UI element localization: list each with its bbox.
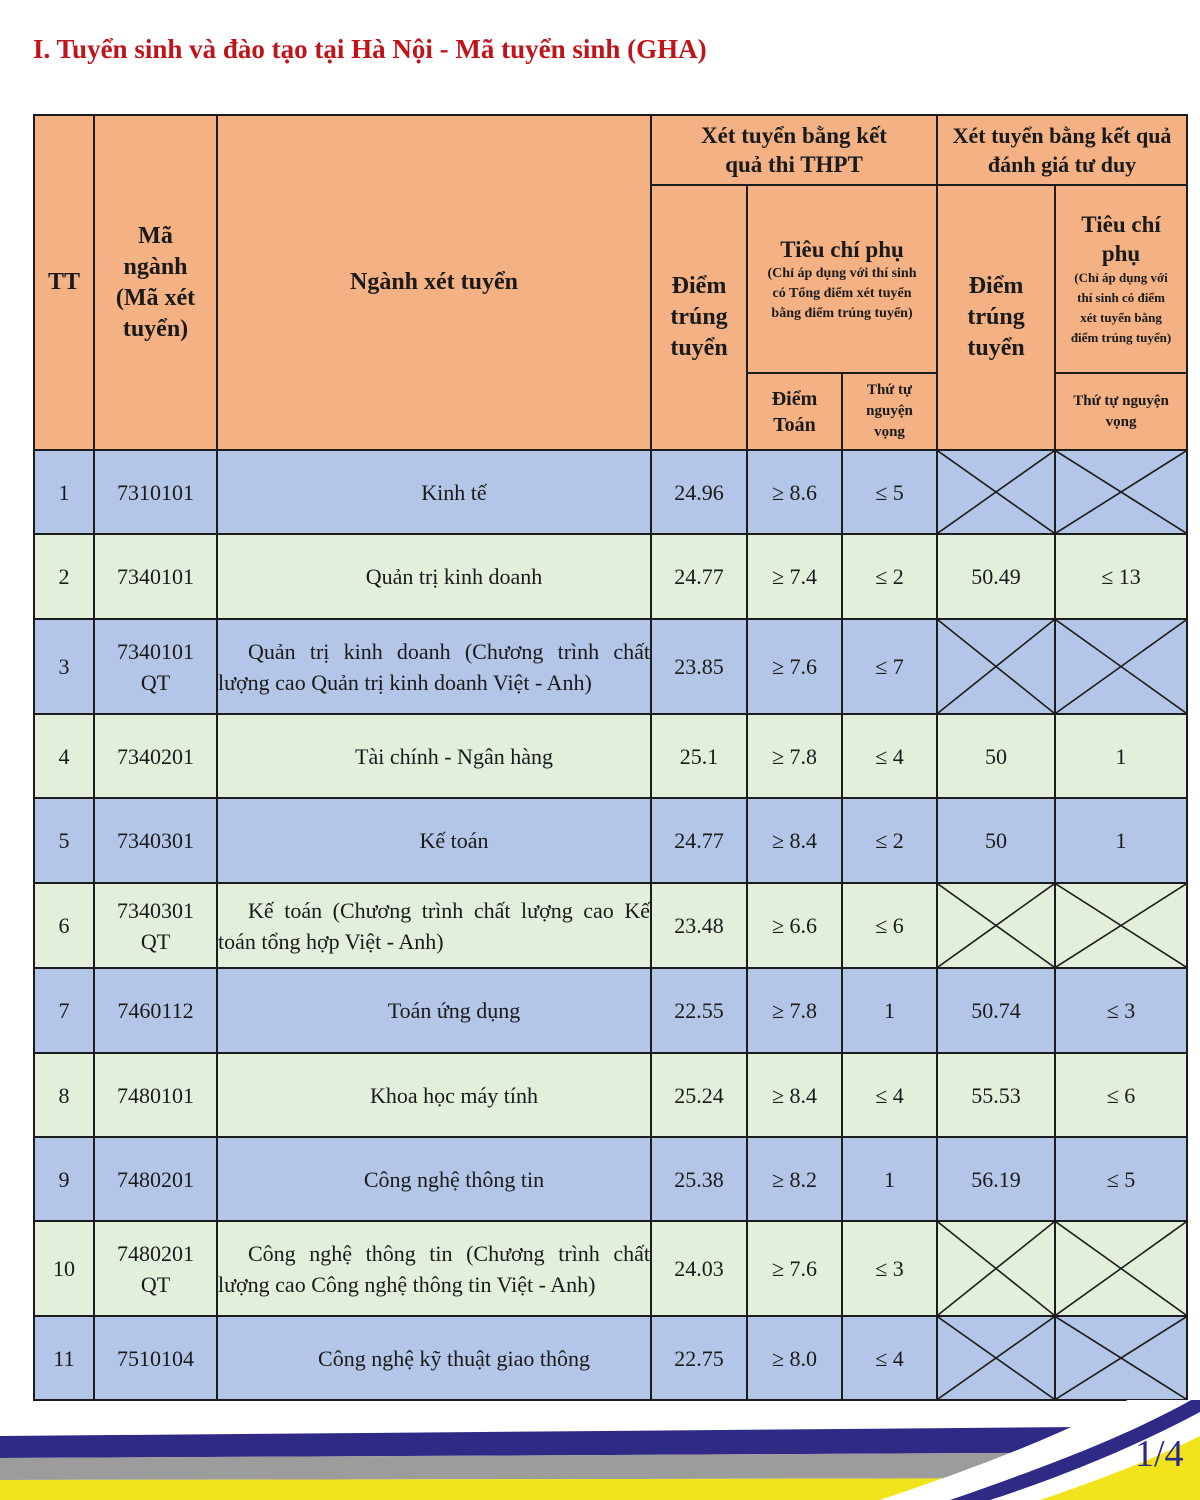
header-tieu-chi-phu-2 bbox=[1055, 185, 1187, 373]
cell-tt: 2 bbox=[34, 534, 94, 619]
cell-tuduy-nv: ≤ 6 bbox=[1055, 1053, 1187, 1137]
header-group-thpt: Xét tuyển bằng kết quả thi THPT bbox=[651, 115, 937, 185]
cell-not-applicable bbox=[937, 1316, 1055, 1400]
header-tieu-chi-phu bbox=[747, 185, 937, 373]
cell-ma-nganh: 7460112 bbox=[94, 968, 217, 1053]
cell-diem-toan: ≥ 7.4 bbox=[747, 534, 842, 619]
cell-diem-trung-tuyen: 24.96 bbox=[651, 450, 747, 534]
cell-ma-nganh: 7480101 bbox=[94, 1053, 217, 1137]
cell-tuduy-nv: ≤ 5 bbox=[1055, 1137, 1187, 1221]
cell-ma-nganh: 7510104 bbox=[94, 1316, 217, 1400]
cell-diem-toan: ≥ 8.6 bbox=[747, 450, 842, 534]
tieu-chi-phu-label: Tiêu chí phụ bbox=[780, 236, 904, 262]
table-row bbox=[34, 1221, 1187, 1316]
header-nganh: Ngành xét tuyển bbox=[217, 115, 651, 450]
cell-diem-toan: ≥ 6.6 bbox=[747, 883, 842, 968]
cell-tuduy-diem: 50.74 bbox=[937, 968, 1055, 1053]
cell-diem-trung-tuyen: 22.55 bbox=[651, 968, 747, 1053]
cell-thu-tu-nv: 1 bbox=[842, 1137, 937, 1221]
cell-ma-nganh: 7480201 QT bbox=[94, 1221, 217, 1316]
header-diem-toan: Điểm Toán bbox=[747, 373, 842, 450]
cell-not-applicable bbox=[1055, 619, 1187, 714]
header-diem-trung-tuyen: Điểm trúng tuyển bbox=[651, 185, 747, 450]
cell-ma-nganh: 7340101 QT bbox=[94, 619, 217, 714]
page-number: 1/4 bbox=[1135, 1433, 1184, 1475]
table-row bbox=[34, 968, 1187, 1053]
table-row bbox=[34, 534, 1187, 619]
cell-thu-tu-nv: ≤ 2 bbox=[842, 798, 937, 883]
cell-nganh: Quản trị kinh doanh bbox=[217, 534, 651, 619]
cell-tuduy-nv: 1 bbox=[1055, 798, 1187, 883]
cell-not-applicable bbox=[1055, 883, 1187, 968]
cell-tt: 10 bbox=[34, 1221, 94, 1316]
cell-diem-trung-tuyen: 23.85 bbox=[651, 619, 747, 714]
cell-nganh: Công nghệ thông tin bbox=[217, 1137, 651, 1221]
cell-nganh: Kinh tế bbox=[217, 450, 651, 534]
cell-diem-trung-tuyen: 24.77 bbox=[651, 534, 747, 619]
cell-diem-trung-tuyen: 24.03 bbox=[651, 1221, 747, 1316]
cell-tuduy-diem: 55.53 bbox=[937, 1053, 1055, 1137]
table-row bbox=[34, 714, 1187, 798]
cell-thu-tu-nv: ≤ 6 bbox=[842, 883, 937, 968]
cell-diem-trung-tuyen: 24.77 bbox=[651, 798, 747, 883]
cell-not-applicable bbox=[937, 1221, 1055, 1316]
cell-diem-toan: ≥ 7.6 bbox=[747, 619, 842, 714]
cell-tt: 4 bbox=[34, 714, 94, 798]
table-row bbox=[34, 450, 1187, 534]
header-group-tuduy: Xét tuyển bằng kết quả đánh giá tư duy bbox=[937, 115, 1187, 185]
cell-ma-nganh: 7340101 bbox=[94, 534, 217, 619]
cell-nganh: Kế toán (Chương trình chất lượng cao Kế toán tổng hợp Việt - Anh) bbox=[217, 883, 651, 968]
header-tt: TT bbox=[34, 115, 94, 450]
cell-diem-trung-tuyen: 25.24 bbox=[651, 1053, 747, 1137]
cell-thu-tu-nv: ≤ 2 bbox=[842, 534, 937, 619]
cell-nganh: Quản trị kinh doanh (Chương trình chất lượng cao Quản trị kinh doanh Việt - Anh) bbox=[217, 619, 651, 714]
cell-diem-trung-tuyen: 25.1 bbox=[651, 714, 747, 798]
tieu-chi-phu-2-note: (Chỉ áp dụng với thí sinh có điểm xét tuyển bằng điểm trúng tuyển) bbox=[1070, 270, 1172, 345]
footer-swoosh bbox=[0, 1400, 1200, 1500]
header-diem-trung-tuyen-2: Điểm trúng tuyển bbox=[937, 185, 1055, 450]
cell-not-applicable bbox=[1055, 1316, 1187, 1400]
table-row bbox=[34, 1137, 1187, 1221]
cell-tuduy-nv: ≤ 13 bbox=[1055, 534, 1187, 619]
cell-diem-trung-tuyen: 22.75 bbox=[651, 1316, 747, 1400]
cell-diem-toan: ≥ 8.4 bbox=[747, 798, 842, 883]
cell-diem-trung-tuyen: 25.38 bbox=[651, 1137, 747, 1221]
cell-diem-trung-tuyen: 23.48 bbox=[651, 883, 747, 968]
cell-tt: 9 bbox=[34, 1137, 94, 1221]
table-row bbox=[34, 619, 1187, 714]
tieu-chi-phu-note: (Chỉ áp dụng với thí sinh có Tổng điểm xét tuyển bằng điểm trúng tuyển) bbox=[767, 265, 917, 321]
cell-tt: 5 bbox=[34, 798, 94, 883]
tieu-chi-phu-2-label: Tiêu chí phụ bbox=[1081, 212, 1161, 266]
cell-not-applicable bbox=[937, 883, 1055, 968]
admission-table bbox=[33, 114, 1188, 1401]
cell-ma-nganh: 7340301 bbox=[94, 798, 217, 883]
cell-ma-nganh: 7340201 bbox=[94, 714, 217, 798]
table-row bbox=[34, 1316, 1187, 1400]
cell-tt: 11 bbox=[34, 1316, 94, 1400]
cell-thu-tu-nv: ≤ 4 bbox=[842, 1053, 937, 1137]
cell-ma-nganh: 7310101 bbox=[94, 450, 217, 534]
header-ma-nganh: Mã ngành (Mã xét tuyển) bbox=[94, 115, 217, 450]
cell-tt: 1 bbox=[34, 450, 94, 534]
cell-tuduy-diem: 56.19 bbox=[937, 1137, 1055, 1221]
cell-nganh: Công nghệ thông tin (Chương trình chất lượng cao Công nghệ thông tin Việt - Anh) bbox=[217, 1221, 651, 1316]
cell-diem-toan: ≥ 7.8 bbox=[747, 968, 842, 1053]
cell-nganh: Công nghệ kỹ thuật giao thông bbox=[217, 1316, 651, 1400]
cell-ma-nganh: 7480201 bbox=[94, 1137, 217, 1221]
cell-nganh: Kế toán bbox=[217, 798, 651, 883]
cell-thu-tu-nv: ≤ 4 bbox=[842, 714, 937, 798]
cell-tuduy-diem: 50.49 bbox=[937, 534, 1055, 619]
cell-tuduy-nv: 1 bbox=[1055, 714, 1187, 798]
header-thu-tu-nv-2: Thứ tự nguyện vọng bbox=[1055, 373, 1187, 450]
cell-tuduy-nv: ≤ 3 bbox=[1055, 968, 1187, 1053]
table-row bbox=[34, 798, 1187, 883]
cell-tt: 6 bbox=[34, 883, 94, 968]
cell-thu-tu-nv: 1 bbox=[842, 968, 937, 1053]
cell-nganh: Toán ứng dụng bbox=[217, 968, 651, 1053]
cell-tuduy-diem: 50 bbox=[937, 798, 1055, 883]
cell-not-applicable bbox=[1055, 1221, 1187, 1316]
cell-tt: 8 bbox=[34, 1053, 94, 1137]
cell-thu-tu-nv: ≤ 3 bbox=[842, 1221, 937, 1316]
cell-thu-tu-nv: ≤ 7 bbox=[842, 619, 937, 714]
header-thu-tu-nv: Thứ tự nguyện vọng bbox=[842, 373, 937, 450]
page-title: I. Tuyển sinh và đào tạo tại Hà Nội - Mã tuyển sinh (GHA) bbox=[33, 34, 707, 64]
cell-thu-tu-nv: ≤ 4 bbox=[842, 1316, 937, 1400]
cell-not-applicable bbox=[937, 450, 1055, 534]
cell-tt: 3 bbox=[34, 619, 94, 714]
cell-diem-toan: ≥ 8.4 bbox=[747, 1053, 842, 1137]
cell-nganh: Tài chính - Ngân hàng bbox=[217, 714, 651, 798]
table-row bbox=[34, 1053, 1187, 1137]
cell-not-applicable bbox=[937, 619, 1055, 714]
cell-thu-tu-nv: ≤ 5 bbox=[842, 450, 937, 534]
cell-diem-toan: ≥ 7.6 bbox=[747, 1221, 842, 1316]
cell-diem-toan: ≥ 7.8 bbox=[747, 714, 842, 798]
cell-tt: 7 bbox=[34, 968, 94, 1053]
cell-diem-toan: ≥ 8.2 bbox=[747, 1137, 842, 1221]
cell-diem-toan: ≥ 8.0 bbox=[747, 1316, 842, 1400]
cell-nganh: Khoa học máy tính bbox=[217, 1053, 651, 1137]
cell-tuduy-diem: 50 bbox=[937, 714, 1055, 798]
table-row bbox=[34, 883, 1187, 968]
table-body bbox=[34, 450, 1187, 1400]
cell-not-applicable bbox=[1055, 450, 1187, 534]
cell-ma-nganh: 7340301 QT bbox=[94, 883, 217, 968]
